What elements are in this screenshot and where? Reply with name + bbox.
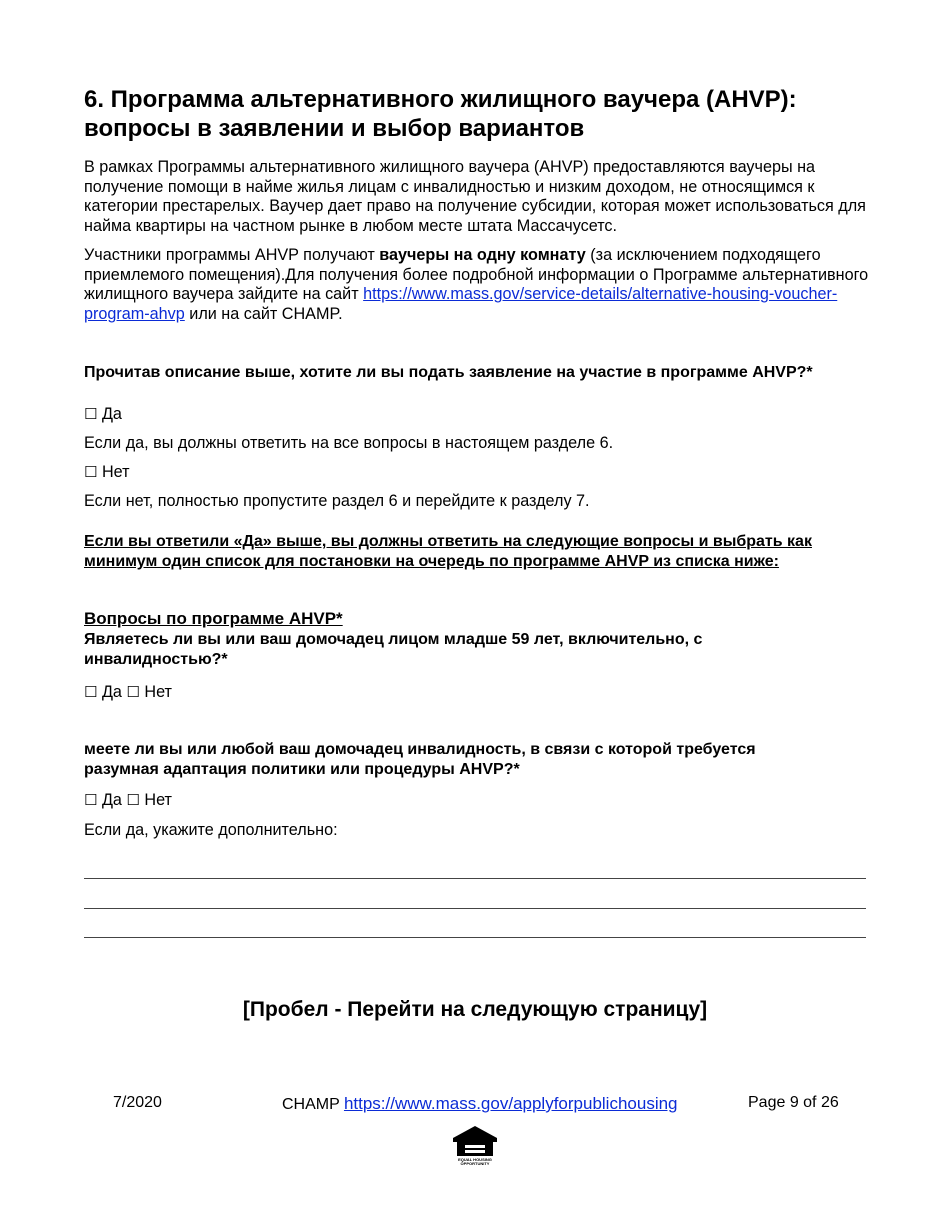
details-label: Если да, укажите дополнительно: bbox=[84, 821, 338, 839]
apply-yes-checkbox[interactable]: ☐ bbox=[84, 405, 98, 423]
page-break-note: [Пробел - Перейти на следующую страницу] bbox=[242, 998, 708, 1021]
section-title: 6. Программа альтернативного жилищного ваучера (AHVP): вопросы в заявлении и выбор вариантов bbox=[84, 86, 797, 142]
answer-line-3[interactable] bbox=[84, 937, 866, 938]
apply-no-note: Если нет, полностью пропустите раздел 6 и перейдите к разделу 7. bbox=[84, 492, 590, 510]
accommodation-options bbox=[84, 790, 172, 810]
disability-age-no-checkbox[interactable]: ☐ bbox=[126, 683, 140, 701]
equal-housing-logo-icon bbox=[450, 1124, 500, 1166]
footer-champ bbox=[282, 1094, 678, 1114]
accommodation-no-checkbox[interactable]: ☐ bbox=[126, 791, 140, 809]
accommodation-yes-checkbox[interactable]: ☐ bbox=[84, 791, 98, 809]
footer-page-number: Page 9 of 26 bbox=[748, 1094, 839, 1111]
accommodation-no-label: Нет bbox=[144, 791, 172, 809]
apply-question: Прочитав описание выше, хотите ли вы подать заявление на участие в программе AHVP?* bbox=[84, 364, 813, 381]
apply-yes-note: Если да, вы должны ответить на все вопросы в настоящем разделе 6. bbox=[84, 434, 614, 452]
accommodation-question: меете ли вы или любой ваш домочадец инвалидность, в связи с которой требуется разумная адаптация политики или процедуры AHVP?* bbox=[84, 741, 756, 778]
answer-line-2[interactable] bbox=[84, 908, 866, 909]
apply-no-option[interactable] bbox=[84, 462, 130, 482]
apply-yes-option[interactable] bbox=[84, 404, 122, 424]
intro-paragraph: В рамках Программы альтернативного жилищного ваучера (AHVP) предоставляются ваучеры на получение помощи в найме жилья лицам с инвалидностью и низким доходом, не относящимся к категории престарелых. Ваучер дает право на получение субсидии, которая может использоваться для найма квартиры на частном рынке в любом месте штата Массачусетс. bbox=[84, 158, 866, 235]
details-bold: ваучеры на одну комнату bbox=[379, 246, 586, 264]
disability-age-options bbox=[84, 682, 172, 702]
details-text-a: Участники программы AHVP получают bbox=[84, 246, 380, 264]
details-text-b: (за исключением подходящего приемлемого помещения).Для получения более подробной информации о Программе альтернативного жилищного ваучера зайдите на сайт bbox=[84, 246, 869, 304]
apply-yes-label: Да bbox=[101, 405, 122, 423]
ahvp-questions-heading: Вопросы по программе AHVP* bbox=[84, 609, 343, 628]
details-text-c: или на сайт CHAMP. bbox=[184, 304, 343, 323]
instruction-text: Если вы ответили «Да» выше, вы должны ответить на следующие вопросы и выбрать как минимум один список для постановки на очередь по программе AHVP из списка ниже: bbox=[84, 533, 812, 570]
disability-age-yes-checkbox[interactable]: ☐ bbox=[84, 683, 98, 701]
disability-age-question: Являетесь ли вы или ваш домочадец лицом младше 59 лет, включительно, с инвалидностью?* bbox=[84, 631, 703, 668]
footer-link[interactable]: https://www.mass.gov/applyforpublichousing bbox=[343, 1094, 678, 1113]
apply-no-checkbox[interactable]: ☐ bbox=[84, 463, 98, 481]
disability-age-yes-label: Да bbox=[101, 683, 122, 701]
svg-text:OPPORTUNITY: OPPORTUNITY bbox=[460, 1161, 490, 1166]
footer-champ-label: CHAMP bbox=[282, 1096, 340, 1113]
footer-date: 7/2020 bbox=[113, 1094, 162, 1111]
answer-line-1[interactable] bbox=[84, 878, 866, 879]
accommodation-yes-label: Да bbox=[101, 791, 122, 809]
apply-no-label: Нет bbox=[101, 463, 130, 481]
disability-age-no-label: Нет bbox=[144, 683, 172, 701]
ahvp-info-link[interactable]: https://www.mass.gov/service-details/alternative-housing-voucher-program-ahvp bbox=[84, 285, 838, 323]
svg-text:EQUAL HOUSING: EQUAL HOUSING bbox=[458, 1157, 492, 1162]
details-paragraph bbox=[84, 246, 874, 324]
